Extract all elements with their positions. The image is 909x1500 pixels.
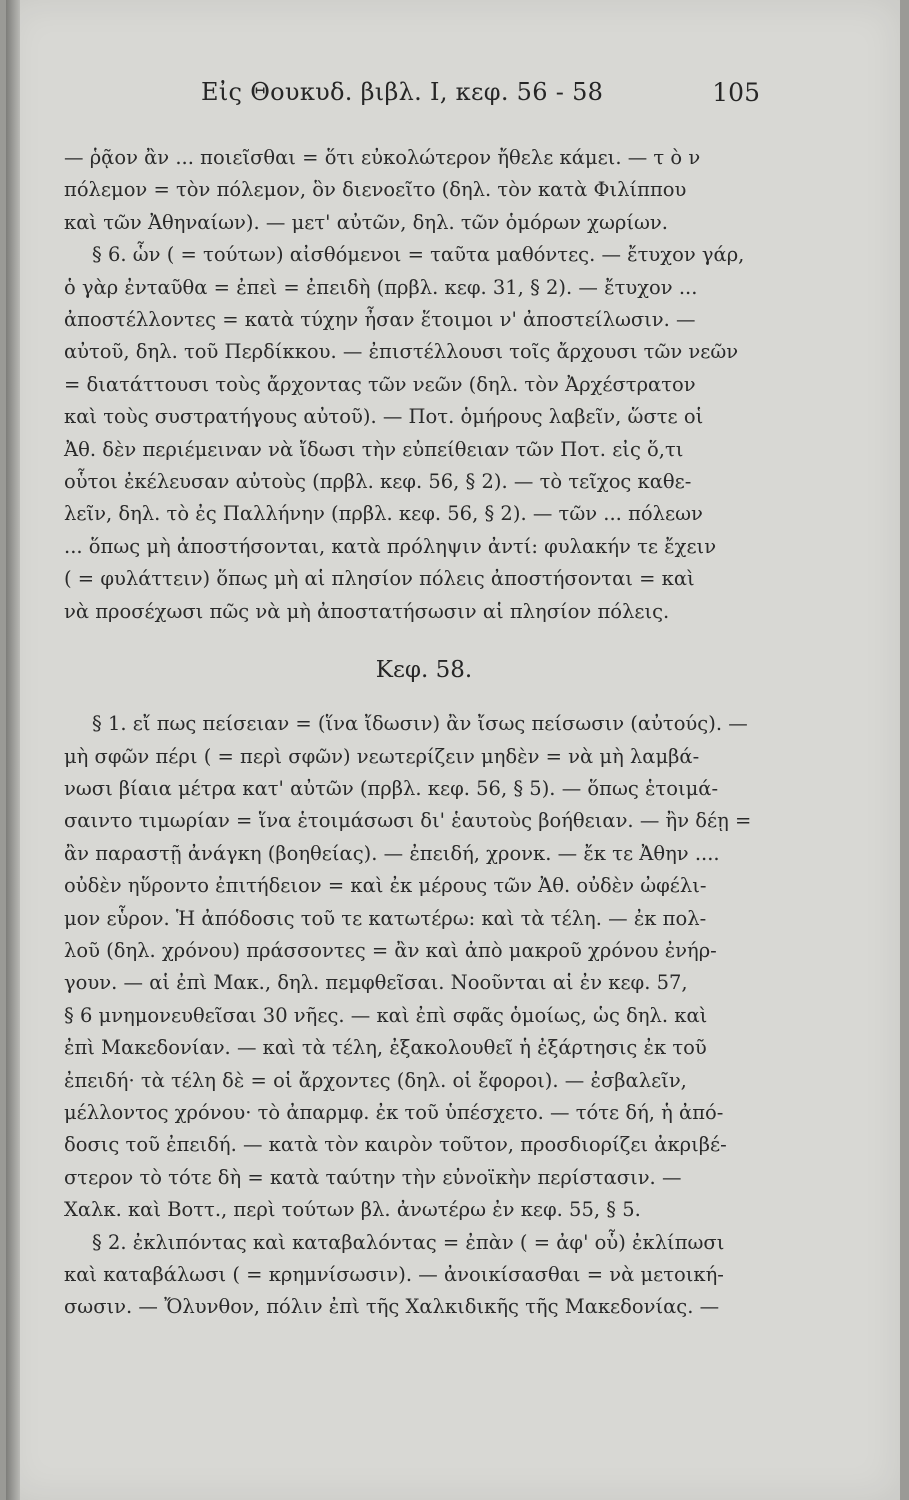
text-line: = διατάττουσι τοὺς ἄρχοντας τῶν νεῶν (δηλ. τὸν Ἀρχέστρατον [64,372,696,396]
text-line: ἂν παραστῇ ἀνάγκη (βοηθείας). — ἐπειδή, χρονκ. — ἔκ τε Ἀθην .... [64,841,720,865]
text-line: § 1. εἴ πως πείσειαν = (ἵνα ἴδωσιν) ἂν ἴσως πείσωσιν (αὐτούς). — [92,712,748,736]
text-line: ( = φυλάττειν) ὅπως μὴ αἱ πλησίον πόλεις ἀποστήσονται = καὶ [64,567,695,591]
running-head: Εἰς Θουκυδ. βιβλ. I, κεφ. 56 - 58 [201,78,604,106]
text-line: ... ὅπως μὴ ἀποστήσονται, κατὰ πρόληψιν ἀντί: φυλακήν τε ἔχειν [64,534,717,558]
text-line: ὁ γὰρ ἐνταῦθα = ἐπεὶ = ἐπειδὴ (πρβλ. κεφ. 31, § 2). — ἔτυχον ... [64,275,698,299]
text-line: καὶ τοὺς συστρατήγους αὐτοῦ). — Ποτ. ὁμήρους λαβεῖν, ὥστε οἱ [64,405,704,429]
text-line: Χαλκ. καὶ Βοττ., περὶ τούτων βλ. ἀνωτέρω ἐν κεφ. 55, § 5. [64,1198,641,1222]
text-line: καὶ τῶν Ἀθηναίων). — μετ' αὐτῶν, δηλ. τῶν ὁμόρων χωρίων. [64,210,668,234]
text-line: οὗτοι ἐκέλευσαν αὐτοὺς (πρβλ. κεφ. 56, § 2). — τὸ τεῖχος καθε- [64,470,692,494]
body-text [64,142,764,1324]
commentary-block-3 [64,1227,764,1324]
text-line: σωσιν. — Ὄλυνθον, πόλιν ἐπὶ τῆς Χαλκιδικῆς τῆς Μακεδονίας. — [64,1295,720,1319]
text-line: ἀποστέλλοντες = κατὰ τύχην ἦσαν ἕτοιμοι ν' ἀποστείλωσιν. — [64,308,696,332]
text-line: § 6. ὧν ( = τούτων) αἰσθόμενοι = ταῦτα μαθόντες. — ἔτυχον γάρ, [92,243,745,267]
text-line: ἐπειδή· τὰ τέλη δὲ = οἱ ἄρχοντες (δηλ. οἱ ἔφοροι). — ἐσβαλεῖν, [64,1068,687,1092]
text-line: § 6 μνημονευθεῖσαι 30 νῆες. — καὶ ἐπὶ σφᾶς ὁμοίως, ὡς δηλ. καὶ [64,1003,708,1027]
commentary-block-2 [64,708,764,1227]
text-line: μὴ σφῶν πέρι ( = περὶ σφῶν) νεωτερίζειν μηδὲν = νὰ μὴ λαμβά- [64,744,700,768]
page-header [6,74,900,114]
text-line: καὶ καταβάλωσι ( = κρημνίσωσιν). — ἀνοικίσασθαι = νὰ μετοική- [64,1263,724,1286]
text-line: δοσις τοῦ ἐπειδή. — κατὰ τὸν καιρὸν τοῦτον, προσδιορίζει ἀκριβέ- [64,1133,727,1157]
text-line: § 2. ἐκλιπόντας καὶ καταβαλόντας = ἐπὰν ( = ἀφ' οὗ) ἐκλίπωσι [92,1230,725,1254]
text-line: γουν. — αἱ ἐπὶ Μακ., δηλ. πεμφθεῖσαι. Νοοῦνται αἱ ἐν κεφ. 57, [64,971,688,995]
text-line: μέλλοντος χρόνου· τὸ ἀπαρμφ. ἐκ τοῦ ὑπέσχετο. — τότε δή, ἡ ἀπό- [64,1100,724,1124]
book-page [6,0,900,1500]
text-line: νὰ προσέχωσι πῶς νὰ μὴ ἀποστατήσωσιν αἱ πλησίον πόλεις. [64,599,670,623]
commentary-block-1 [64,142,764,628]
text-line: Ἀθ. δὲν περιέμειναν νὰ ἴδωσι τὴν εὐπείθειαν τῶν Ποτ. εἰς ὅ,τι [64,437,684,461]
text-line: ἐπὶ Μακεδονίαν. — καὶ τὰ τέλη, ἐξακολουθεῖ ἡ ἐξάρτησις ἐκ τοῦ [64,1036,707,1060]
text-line: μον εὗρον. Ἡ ἀπόδοσις τοῦ τε κατωτέρω: καὶ τὰ τέλη. — ἐκ πολ- [64,906,707,930]
text-line: πόλεμον = τὸν πόλεμον, ὃν διενοεῖτο (δηλ. τὸν κατὰ Φιλίππου [64,178,687,202]
text-line: οὐδὲν ηὕροντο ἐπιτήδειον = καὶ ἐκ μέρους τῶν Ἀθ. οὐδὲν ὠφέλι- [64,874,707,898]
page-gutter [6,0,20,1500]
page-number: 105 [712,78,760,107]
text-line: αὐτοῦ, δηλ. τοῦ Περδίκκου. — ἐπιστέλλουσι τοῖς ἄρχουσι τῶν νεῶν [64,340,739,364]
text-line: λοῦ (δηλ. χρόνου) πράσσοντες = ἂν καὶ ἀπὸ μακροῦ χρόνου ἐνήρ- [64,938,717,962]
text-line: σαιντο τιμωρίαν = ἵνα ἑτοιμάσωσι δι' ἑαυτοὺς βοήθειαν. — ἢν δέῃ = [64,809,752,833]
text-line: — ῥᾷον ἂν ... ποιεῖσθαι = ὅτι εὐκολώτερον ἤθελε κάμει. — τ ὸ ν [64,146,701,169]
text-line: νωσι βίαια μέτρα κατ' αὐτῶν (πρβλ. κεφ. 56, § 5). — ὅπως ἑτοιμά- [64,776,719,800]
text-line: λεῖν, δηλ. τὸ ἐς Παλλήνην (πρβλ. κεφ. 56, § 2). — τῶν ... πόλεων [64,502,703,526]
chapter-heading: Κεφ. 58. [375,657,473,684]
text-line: στερον τὸ τότε δὴ = κατὰ ταύτην τὴν εὐνοϊκὴν περίστασιν. — [64,1165,682,1189]
